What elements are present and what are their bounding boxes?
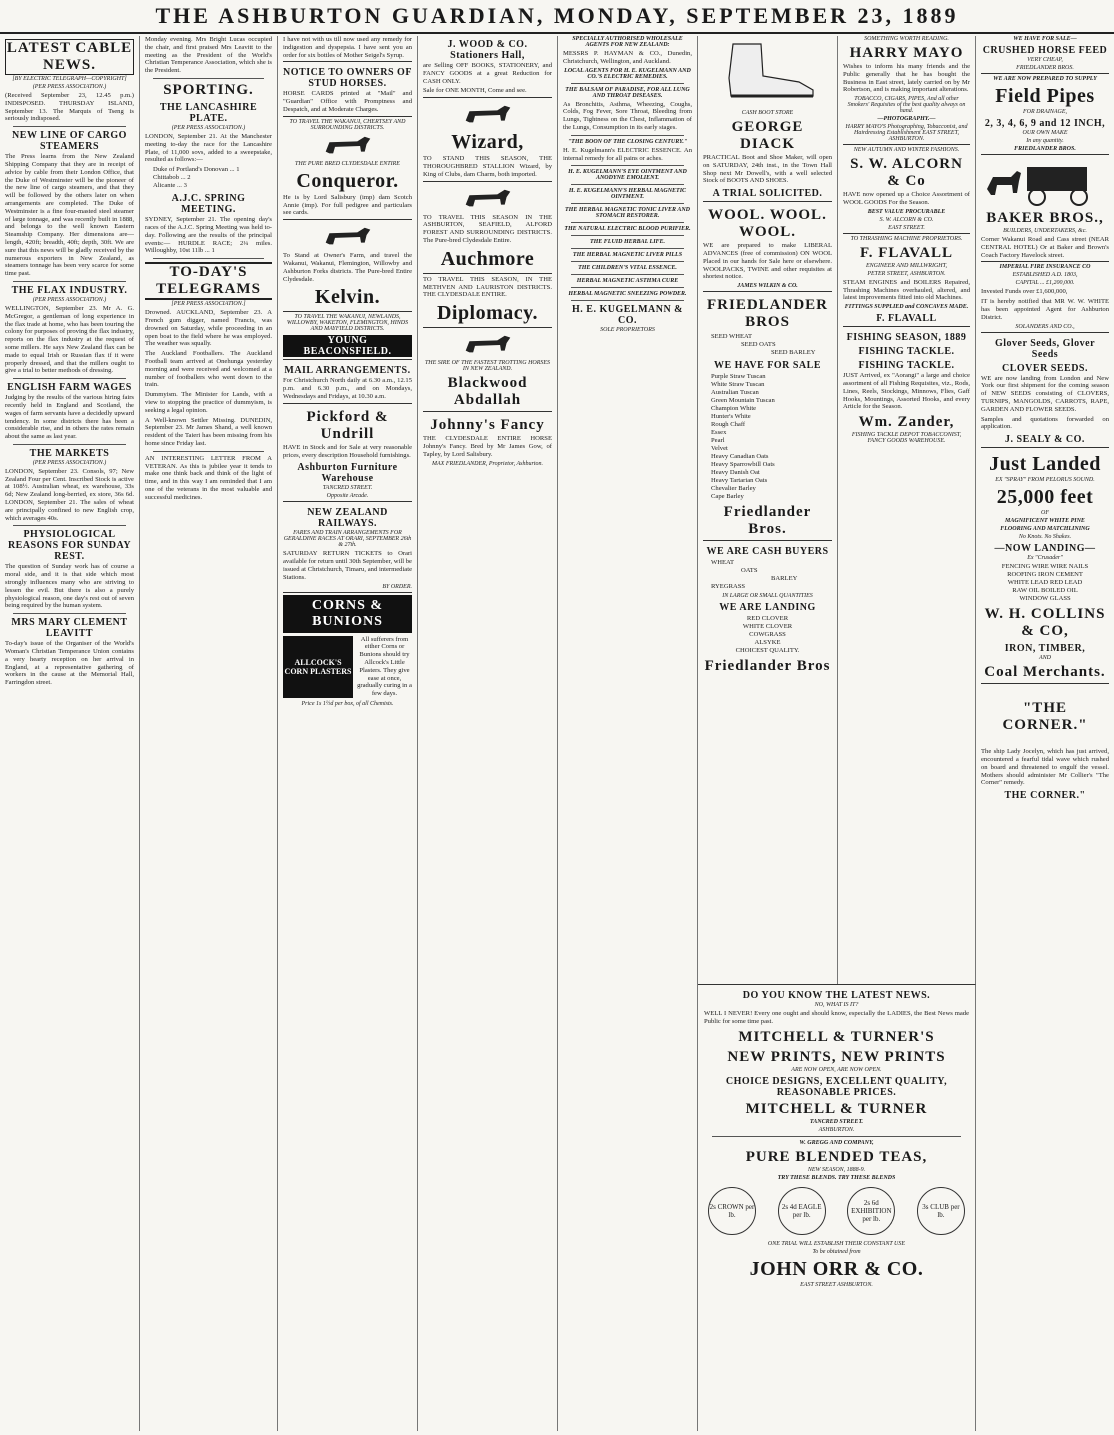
ad-imperial-insurance xyxy=(981,261,1109,329)
tea-blend-badge: 2s 6d EXHIBITION per lb. xyxy=(847,1187,895,1235)
ad-text: PRACTICAL Boot and Shoe Maker, will open on SATURDAY, 24th inst., in the Town Hall Shop next Mr Dowell's, with a well selected Stock of BOOTS AND SHOES. xyxy=(703,154,832,185)
press-association: (PER PRESS ASSOCIATION.) xyxy=(32,296,107,303)
article-text: AN INTERESTING LETTER FROM A VETERAN. As this is jubilee year it tends to make one think back and think of the light of time, and in this way I am reminded that I am one of the veterans in the most valuable and successful medicines. xyxy=(145,454,272,501)
list-item: WHITE CLOVER xyxy=(742,623,793,631)
horse-illustration xyxy=(460,186,516,212)
ad-heading: PURE BLENDED TEAS, xyxy=(745,1148,928,1165)
ad-subheading: OUR OWN MAKE xyxy=(1022,130,1068,136)
press-association: (PER PRESS ASSOCIATION.) xyxy=(171,124,246,131)
article-text: Judging by the results of the various hiring fairs recently held in England and Scotland, the wages of farm servants have a decidedly upward tendency. In some districts there has been a considerable rise, and in others the rates remain about the same as last year. xyxy=(5,394,134,441)
ad-subheading: OF xyxy=(1041,510,1049,517)
ad-field-pipes xyxy=(981,73,1109,152)
ad-johnnys-fancy xyxy=(423,411,552,466)
ad-heading: THE CORNER." xyxy=(1004,790,1086,802)
ad-baker-bros xyxy=(981,154,1109,259)
ad-heading: Friedlander Bros xyxy=(704,658,831,675)
horse-name: Johnny's Fancy xyxy=(430,417,545,434)
horse-name: Blackwood Abdallah xyxy=(447,375,528,409)
hearse-illustration xyxy=(981,159,1114,207)
headline-cable-news: LATEST CABLE NEWS. xyxy=(6,40,133,73)
ad-subheading: FISHING TACKLE DEPOT TOBACCONIST, FANCY GOODS WAREHOUSE. xyxy=(851,432,962,445)
column-3 xyxy=(278,36,418,1431)
ad-wool xyxy=(703,201,832,289)
ad-text: As Bronchitis, Asthma, Wheezing, Coughs, Colds, Fog Fever, Sore Throat, Bleeding from Lungs, Tightness on the Chest, Inflammation of the Lungs, Consumption in its early stages. xyxy=(563,100,692,131)
headline-markets: THE MARKETS xyxy=(29,447,110,459)
ad-subheading: —PHOTOGRAPHY.— xyxy=(877,116,936,123)
ad-heading: THE FLUID HERBAL LIFE. xyxy=(589,239,666,246)
ad-subheading: NO, WHAT IS IT? xyxy=(814,1002,859,1008)
plaster-box: ALLCOCK'S CORN PLASTERS xyxy=(283,636,353,698)
ad-subheading: SOMETHING WORTH READING. xyxy=(864,36,949,42)
ad-wizard xyxy=(423,97,552,178)
ad-text: WE are prepared to make LIBERAL ADVANCES (free of commission) ON WOOL Placed in our hands for Sale here or elsewhere. WOOLPACKS, TWINE and other requisites at shortest notice. xyxy=(703,242,832,281)
ad-heading: 2, 3, 4, 6, 9 and 12 INCH, xyxy=(984,118,1106,129)
list-item: Chevalier Barley xyxy=(711,485,756,493)
article-text: (Received September 23, 12.45 p.m.) INDISPOSED. THURSDAY ISLAND, September 13. The Marquis of Tseng is seriously indisposed. xyxy=(5,92,134,123)
ad-heading: 25,000 feet xyxy=(996,486,1094,509)
ad-text: Corner Wakanui Road and Cass street (NEAR CENTRAL HOTEL) Or at Baker and Brown's Coach Factory Havelock street. xyxy=(981,236,1109,259)
press-association: (PER PRESS ASSOCIATION.) xyxy=(32,459,107,466)
list-item: Heavy Tartarian Oats xyxy=(711,477,768,485)
ad-corns-bunions xyxy=(283,592,412,707)
list-item: COWGRASS xyxy=(749,631,786,639)
ad-signature: MAX FRIEDLANDER, Proprietor, Ashburton. xyxy=(432,460,543,467)
ad-heading: MITCHELL & TURNER xyxy=(745,1100,928,1117)
ad-heading: "THE BOON OF THE CLOSING CENTURY." xyxy=(567,138,688,145)
ad-heading: CLOVER SEEDS. xyxy=(1002,362,1088,374)
ad-footer: Price 1s 1½d per box, of all Chemists. xyxy=(301,700,394,707)
ad-subheading: FRIEDLANDER BROS. xyxy=(1016,65,1074,71)
ad-heading: NEW ZEALAND RAILWAYS. xyxy=(307,507,388,530)
ad-just-landed xyxy=(981,447,1109,681)
mail-arrangements xyxy=(283,359,412,400)
ad-heading: "THE CORNER." xyxy=(1002,700,1088,734)
headline-ajc-meeting: A.J.C. SPRING MEETING. xyxy=(171,193,246,216)
ad-subheading: SOLE PROPRIETORS xyxy=(600,327,655,334)
ad-subheading: WE HAVE FOR SALE— xyxy=(1013,36,1077,42)
headline-flax-industry: THE FLAX INDUSTRY. xyxy=(11,284,128,296)
horse-name: Auchmore xyxy=(440,247,535,270)
article-text: Dummyism. The Minister for Lands, with a view to stopping the practice of dummyism, is seeking a legal opinion. xyxy=(145,391,272,414)
ad-heading: F. FLAVALL xyxy=(859,244,954,261)
list-item: OATS xyxy=(741,567,758,575)
goods-list xyxy=(989,563,1101,603)
list-item: WHEAT xyxy=(711,559,735,567)
article-text: I have not with us till now used any remedy for indigestion and dyspepsia. I have sent you an order for six bottles of Mother Seigel's Syrup. xyxy=(283,36,412,59)
ad-subheading: VERY CHEAP, xyxy=(1027,57,1063,63)
list-item: ALSYKE xyxy=(754,639,781,647)
ad-text: WE are now landing from London and New York our first shipment for the coming season of NEW SEEDS consisting of CLOVERS, TURNIPS, MANGOLDS, CARROTS, RAPE, GARDEN AND FLOWER SEEDS. xyxy=(981,374,1109,413)
column-4 xyxy=(418,36,558,1431)
ad-heading: NEW PRINTS, NEW PRINTS xyxy=(727,1048,946,1065)
ad-blackwood xyxy=(423,327,552,409)
ad-text: WELL I NEVER! Every one ought and should know, especially the LADIES, the Best News made Public for some time past. xyxy=(704,1010,969,1025)
ad-text: He is by Lord Salisbury (imp) dam Scotch Annie (imp). For full pedigree and particulars see cards. xyxy=(283,193,412,217)
list-item: Velvet xyxy=(711,445,728,453)
ad-heading: WE ARE LANDING xyxy=(719,602,816,614)
list-item: Australian Tuscan xyxy=(711,389,759,397)
ad-heading: F. FLAVALL xyxy=(876,313,937,325)
ad-heading: HERBAL MAGNETIC SNEEZING POWDER. xyxy=(568,291,687,298)
ad-clover-seeds xyxy=(981,332,1109,446)
article-text: A Well-known Settler Missing. DUNEDIN, September 23. Mr James Shand, a well known resident of the Taieri has been missing from his home since Friday last. xyxy=(145,416,272,447)
ad-heading: JOHN ORR & CO. xyxy=(749,1257,924,1280)
ad-young-beaconsfield xyxy=(283,311,412,357)
list-item: Purple Straw Tuscan xyxy=(711,373,766,381)
ad-subheading: TANCRED STREET. xyxy=(322,485,373,492)
list-item: WHITE LEAD RED LEAD xyxy=(1007,579,1083,587)
list-item: RAW OIL BOILED OIL xyxy=(1012,587,1078,595)
headline-sunday-rest: PHYSIOLOGICAL REASONS FOR SUNDAY REST. xyxy=(7,529,132,563)
ad-heading: H. E. KUGELMANN & CO. xyxy=(572,304,683,327)
ad-subheading: To be obtained from xyxy=(812,1248,861,1255)
boot-illustration xyxy=(713,38,823,108)
ad-subheading: ONE TRIAL WILL ESTABLISH THEIR CONSTANT USE xyxy=(767,1240,906,1247)
list-item: Champion White xyxy=(711,405,757,413)
column-2 xyxy=(140,36,278,1431)
ad-heading: LOCAL AGENTS FOR H. E. KUGELMANN AND CO.'S ELECTRIC REMEDIES. xyxy=(564,67,691,80)
list-item: Pearl xyxy=(711,437,725,445)
ad-text: The ship Lady Jocelyn, which has just arrived, encountered a fearful tidal wave which rushed on board and threatened to engulf the vessel. Mothers should administer Mr Collier's "The Corner" remedy. xyxy=(981,748,1109,787)
masthead xyxy=(0,0,1114,34)
ad-text: HORSE CARDS printed at "Mail" and "Guardian" Office with Promptness and Despatch, and at Moderate Charges. xyxy=(283,90,412,113)
ad-heading: MAIL ARRANGEMENTS. xyxy=(284,365,411,377)
ad-signature: JAMES WILKIN & CO. xyxy=(737,283,798,290)
seed-list xyxy=(711,373,824,501)
race-result: Chittabob ... 2 xyxy=(153,174,191,182)
ad-text: are Selling OFF BOOKS, STATIONERY, and FANCY GOODS at a great Reduction for CASH ONLY. xyxy=(423,62,552,85)
ad-heading: A TRIAL SOLICITED. xyxy=(712,188,823,200)
horse-illustration xyxy=(320,133,376,159)
list-item: Heavy Sparrowbill Oats xyxy=(711,461,775,469)
ad-text: Wishes to inform his many friends and the Public generally that he has bought the Business in East street, lately carried on by Mr Robertson, and is making important alterations. xyxy=(843,63,970,94)
ad-heading: BAKER BROS., xyxy=(986,210,1104,226)
race-result: Duke of Portland's Donovan ... 1 xyxy=(153,166,240,174)
tea-blend-badge: 2s CROWN per lb. xyxy=(708,1187,756,1235)
list-item: Green Mountain Tuscan xyxy=(711,397,775,405)
ad-text: For Christchurch North daily at 6.30 a.m., 12.15 p.m. and 6.30 p.m., and on Mondays, Wednesdays and Fridays, at 10.30 a.m. xyxy=(283,377,412,400)
headline-mrs-leavitt: MRS MARY CLEMENT LEAVITT xyxy=(11,617,128,640)
ad-heading: FISHING TACKLE. xyxy=(858,360,955,372)
ad-heading: WE HAVE FOR SALE xyxy=(713,360,821,372)
horse-illustration xyxy=(460,102,516,128)
ad-subheading: BUILDERS, UNDERTAKERS, &c. xyxy=(1003,228,1087,234)
ad-subheading: No Knots. No Shakes. xyxy=(1018,534,1072,541)
ad-subheading: WE ARE NOW PREPARED TO SUPPLY xyxy=(993,76,1097,82)
list-item: WINDOW GLASS xyxy=(1019,595,1071,603)
race-results xyxy=(153,166,264,190)
ad-heading: MITCHELL & TURNER'S xyxy=(738,1028,935,1045)
ad-heading: H. E. KUGELMANN'S HERBAL MAGNETIC OINTMENT. xyxy=(568,188,687,201)
article-text: The Auckland Footballers. The Auckland Football team arrived at Onehunga yesterday morning and were received and welcomed at a number of footballers who went down to the train. xyxy=(145,350,272,389)
ad-heading: FISHING SEASON, 1889 xyxy=(846,332,967,344)
ad-text: Invested Funds over £1,600,000, xyxy=(981,288,1068,296)
ad-subheading: EAST STREET ASHBURTON. xyxy=(800,1281,873,1288)
ad-heading: FISHING TACKLE. xyxy=(858,346,955,358)
ad-subheading: ARE NOW OPEN, ARE NOW OPEN. xyxy=(791,1066,882,1073)
ad-subheading: ENGINEER AND MILLWRIGHT, xyxy=(865,262,948,269)
article-text: SYDNEY, September 21. The opening day's races of the A.J.C. Spring Meeting was held to-day. Following are the results of the principal events:— HURDLE RACE; 2¼ miles. Willoughby, 10st 11lb ... 1 xyxy=(145,216,272,255)
ad-friedlander-seeds xyxy=(703,291,832,538)
ad-signature: BY ORDER. xyxy=(382,583,412,590)
article-text: The question of Sunday work has of course a moral side, and it is that side which most strongly influences many who are striving to lessen the evil. But there is also a purely physiological reason, one day's rest out of seven being required by the human system. xyxy=(5,563,134,610)
ad-diplomacy xyxy=(423,273,552,325)
tea-blend-badge: 2s 4d EAGLE per lb. xyxy=(778,1187,826,1235)
list-item: ROOFING IRON CEMENT xyxy=(1007,571,1083,579)
ad-heading: Coal Merchants. xyxy=(984,664,1106,681)
ad-stud-horses xyxy=(283,61,412,113)
ad-subheading: FARES AND TRAIN ARRANGEMENTS FOR GERALDINE RACES AT ORARI, SEPTEMBER 26th & 27th. xyxy=(283,530,412,549)
ad-heading: Ashburton Furniture Warehouse xyxy=(297,462,398,485)
ad-subheading: NEW AUTUMN AND WINTER FASHIONS. xyxy=(853,147,960,154)
ad-subheading: IMPERIAL FIRE INSURANCE CO xyxy=(999,264,1091,271)
ad-heading: Pickford & Undrill xyxy=(306,408,389,442)
ad-heading: Friedlander Bros. xyxy=(723,504,812,538)
ad-subheading: Opposite Arcade. xyxy=(326,493,369,500)
ad-heading: J. WOOD & CO. Stationers Hall, xyxy=(447,39,528,61)
ad-subheading: W. GREGG AND COMPANY, xyxy=(799,1139,874,1146)
seed-item: SEED OATS xyxy=(741,341,776,349)
ad-subheading: TANCRED STREET. xyxy=(809,1118,864,1125)
headline-lancashire-plate: THE LANCASHIRE PLATE. xyxy=(159,101,258,124)
ad-flavall xyxy=(843,233,970,324)
ad-heading: THE HERBAL MAGNETIC LIVER PILLS xyxy=(572,252,683,259)
ad-subheading: FRIEDLANDER BROS. xyxy=(1014,146,1076,152)
ad-text: HAVE now opened up a Choice Assortment of WOOL GOODS For the Season. xyxy=(843,191,970,206)
ad-text: TO TRAVEL THIS SEASON, IN THE METHVEN AND LAURISTON DISTRICTS. THE CLYDESDALE ENTIRE. xyxy=(423,275,552,299)
column-8 xyxy=(976,36,1114,1431)
ad-heading: —NOW LANDING— xyxy=(994,543,1096,555)
ad-subheading: TOBACCO, CIGARS, PIPES, And all other Smokers' Requisites of the best quality always on hand. xyxy=(847,96,966,115)
ad-text: MESSRS P. HAYMAN & CO., Dunedin, Christchurch, Wellington, and Auckland. xyxy=(563,50,692,65)
ad-heading: Wm. Zander, xyxy=(858,414,955,431)
list-item: BARLEY xyxy=(771,575,798,583)
column-1 xyxy=(0,36,140,1431)
ad-heading: THE BALSAM OF PARADISE, FOR ALL LUNG AND THROAT DISEASES. xyxy=(565,86,690,99)
ad-text: SATURDAY RETURN TICKETS to Orari available for return until 30th September, will be issued at Christchurch, Timaru, and intermediate Stations. xyxy=(283,550,412,581)
ad-subheading: THE PURE BRED CLYDESDALE ENTIRE xyxy=(295,160,400,167)
ad-heading: GEORGE DIACK xyxy=(731,119,804,152)
ad-subheading: SOLANDERS AND CO., xyxy=(1015,323,1075,330)
ad-text: All sufferers from either Corns or Bunions should try Allcock's Little Plasters. They give ease at once, gradually curing in a few days. xyxy=(357,635,412,698)
ad-subheading: ASHBURTON. xyxy=(818,1126,855,1133)
list-item: RED CLOVER xyxy=(746,615,789,623)
ad-heading: DO YOU KNOW THE LATEST NEWS. xyxy=(742,990,931,1001)
ad-text: Samples and quotations forwarded on application. xyxy=(981,415,1109,431)
ad-subheading: NEW SEASON, 1888-9. xyxy=(807,1166,866,1173)
list-item: Essex xyxy=(711,429,727,437)
ad-heading: CRUSHED HORSE FEED xyxy=(982,45,1108,56)
ad-heading: THE HERBAL MAGNETIC TONIC LIVER AND STOMACH RESTORER. xyxy=(565,207,690,220)
ad-heading: WOOL. WOOL. WOOL. xyxy=(708,207,827,241)
ad-text: TO STAND THIS SEASON, THE THOROUGHBRED STALLION Wizard, by King of Clubs, dam Charm, both imported. xyxy=(423,155,552,178)
ad-subheading: CASH BOOT STORE xyxy=(741,110,794,116)
list-item: RYEGRASS xyxy=(711,583,746,591)
article-text: LONDON, September 23. Consols, 97; New Zealand Four per Cent. Inscribed Stock is active at 108½. Australian wheat, ex warehouse, 33s 6d; New Zealand long-berried, ex store, 36s 6d. LONDON, September 21. The sales of wheat are principally confined to new English crop, which averages 40s. xyxy=(5,467,134,522)
ad-subheading: EX "SPRAY" FROM PELORUS SOUND. xyxy=(995,477,1095,484)
ad-subheading: FOR DRAINAGE, xyxy=(1023,109,1067,115)
wide-ad-block xyxy=(698,984,976,1431)
article-text: To-day's issue of the Organiser of the World's Woman's Christian Temperance Union contains a very hearty reception on her arrival in England, at a representative gathering of workers in the cause at the Memorial Hall, Farringdon street. xyxy=(5,640,134,687)
ad-heading: IRON, TIMBER, xyxy=(1004,643,1086,655)
headline-sporting: SPORTING. xyxy=(163,81,254,98)
ad-text: THE CLYDESDALE ENTIRE HORSE Johnny's Fancy. Bred by Mr James Gow, of Tapley, by Lord Salisbury. xyxy=(423,435,552,458)
tea-blends xyxy=(708,1187,965,1235)
ad-subheading: HARRY MAYO'S Photographing, Tobacconist, and Hairdressing Establishment EAST STREET, ASHBURTON. xyxy=(845,124,968,143)
ad-subheading: FITTINGS SUPPLIED and CONCAVES MADE. xyxy=(844,304,969,311)
ad-heading: W. H. COLLINS & CO, xyxy=(984,606,1106,640)
ad-subheading: TO THRASHING MACHINE PROPRIETORS. xyxy=(850,235,963,242)
ad-heading: NOTICE TO OWNERS OF STUD HORSES. xyxy=(283,67,412,90)
ad-heading: WE ARE CASH BUYERS xyxy=(706,546,829,558)
ad-subheading: TO TRAVEL THE WAKANUI, NEWLANDS, WILLOWBY, WAKETON, FLEMINGTON, HINDS AND MAYFIELD DISTRICTS. xyxy=(286,314,409,333)
ad-heading: Just Landed xyxy=(989,453,1101,476)
list-item: Hunter's White xyxy=(711,413,751,421)
ad-heading: HARRY MAYO xyxy=(849,45,964,61)
ad-railways xyxy=(283,501,412,589)
ad-heading: Glover Seeds, Glover Seeds xyxy=(994,337,1096,360)
race-result: Alicante ... 3 xyxy=(153,182,187,190)
ad-text: IT is hereby notified that MR W. W. WHITE has been appointed Agent for Ashburton District. xyxy=(981,298,1109,321)
ad-text: Sale for ONE MONTH, Come and see. xyxy=(423,87,527,95)
article-text: Drowned. AUCKLAND, September 23. A French gum digger, named Francis, was drowned on Saturday, while proceeding in an open boat to the field where he was employed. The weather was squally. xyxy=(145,309,272,348)
ad-heading: THE NATURAL ELECTRIC BLOOD PURIFIER. xyxy=(564,226,691,233)
ad-subheading: FLOORING AND MATCHLINING xyxy=(1000,526,1090,533)
ad-subheading: Ex "Crusader" xyxy=(1027,555,1063,562)
headline-cargo-steamers: NEW LINE OF CARGO STEAMERS xyxy=(12,130,127,153)
ad-conqueror xyxy=(283,116,412,217)
ad-subheading: ESTABLISHED A.D. 1803, xyxy=(1012,272,1078,279)
horse-name: Kelvin. xyxy=(314,286,381,309)
seed-item: SEED WHEAT xyxy=(711,333,753,341)
ad-the-corner xyxy=(981,683,1109,801)
ad-subheading: IN LARGE OR SMALL QUANTITIES xyxy=(722,593,813,600)
list-item: White Straw Tuscan xyxy=(711,381,765,389)
horse-illustration xyxy=(320,224,376,250)
ad-cash-buyers xyxy=(703,540,832,675)
ad-subheading: TRY THESE BLENDS. TRY THESE BLENDS xyxy=(777,1174,896,1181)
list-item: Heavy Canadian Oats xyxy=(711,453,769,461)
ad-subheading: CAPITAL ... £1,200,000. xyxy=(1015,280,1075,287)
ad-subheading: PETER STREET, ASHBURTON. xyxy=(867,270,946,277)
seed-item: SEED BARLEY xyxy=(771,349,816,357)
ad-text: H. E. Kugelmann's ELECTRIC ESSENCE. An internal remedy for all pains or aches. xyxy=(563,146,692,162)
ad-heading: Field Pipes xyxy=(995,85,1095,107)
article-text: WELLINGTON, September 23. Mr A. G. McGregor, a gentleman of long experience in the flax trade at home, who has been touring the colony for purposes of proving the flax industry, reports on the flax industry at the request of some millers. He says New Zealand flax can be made to equal Irish or Russian flax if it were properly dressed, and that the millers ought to give a trial to better methods of dressing. xyxy=(5,304,134,375)
headline-telegrams: TO-DAY'S TELEGRAMS xyxy=(145,262,272,300)
ad-text: STEAM ENGINES and BOILERS Repaired, Thrashing Machines overhauled, altered, and latest improvements fitted into old Machines. xyxy=(843,278,970,302)
ad-auchmore xyxy=(423,181,552,271)
horse-illustration xyxy=(460,332,516,358)
ad-fishing xyxy=(843,326,970,444)
column-5 xyxy=(558,36,698,1431)
ad-text: TO TRAVEL THIS SEASON IN THE ASHBURTON, SEAFIELD, ALFORD FOREST AND SURROUNDING DISTRICTS. The Pure-bred Clydesdale Entire. xyxy=(423,213,552,244)
masthead-title: THE ASHBURTON GUARDIAN, MONDAY, SEPTEMBER 23, 1889 xyxy=(155,3,959,28)
ad-heading: H. E. KUGELMANN'S EYE OINTMENT AND ANODYNE EMOLIENT. xyxy=(568,169,687,182)
horse-name: Conqueror. xyxy=(296,169,399,192)
ad-text: To Stand at Owner's Farm, and travel the Wakanui, Wakanui, Flemington, Willowby and Ashburton Forks districts. The Pure-bred Entire Clydesdale. xyxy=(283,252,412,283)
ad-heading: CHOICE DESIGNS, EXCELLENT QUALITY, REASONABLE PRICES. xyxy=(725,1075,948,1098)
ad-banner: CORNS & BUNIONS xyxy=(283,595,412,633)
ad-heading: THE CHILDREN'S VITAL ESSENCE. xyxy=(578,265,677,272)
list-item: CHOICEST QUALITY. xyxy=(735,647,800,655)
press-association: (PER PRESS ASSOCIATION.) xyxy=(32,84,107,90)
ad-heading: HERBAL MAGNETIC ASTHMA CURE xyxy=(576,278,679,285)
ad-alcorn xyxy=(843,144,970,231)
article-text: The Press learns from the New Zealand Shipping Company that they are in receipt of advice by cable from their London Office, that the Duke of Westminster will be the pioneer of the new line of cargo steamers, and that they will be followed by the others later on when arrangements are completed. The Duke of Westminster is a fine four-masted steel steamer of large tonnage, and was recently built in 1888, and belongs to the well known Eastern Steamship Company. Her dimensions are—length, 420ft; breadth, 40ft; depth, 30ft. We are sure that this news will be gladly received by the numerous exporters in New Zealand, as steamers tonnage has been very scarce for some time past. xyxy=(5,153,134,278)
ad-subheading: EAST STREET. xyxy=(888,224,925,231)
ad-subheading: AND xyxy=(1039,655,1051,662)
ad-kelvin xyxy=(283,219,412,309)
ad-heading: S. W. ALCORN & Co xyxy=(850,156,963,190)
horse-name: Wizard, xyxy=(451,131,524,154)
press-association: [PER PRESS ASSOCIATION.] xyxy=(171,301,246,308)
ad-subheading: TO TRAVEL THE WAKANUI, CHERTSEY AND SURROUNDING DISTRICTS. xyxy=(289,118,406,131)
list-item: Rough Chaff xyxy=(711,421,746,429)
ad-subheading: MAGNIFICENT WHITE PINE xyxy=(1005,518,1085,525)
horse-name: Diplomacy. xyxy=(436,302,539,325)
ad-subheading: S. W. ALCORN & CO. xyxy=(879,216,934,223)
list-item: Heavy Danish Oat xyxy=(711,469,760,477)
ad-subheading: BEST VALUE PROCURABLE xyxy=(867,208,946,215)
subhead: [BY ELECTRIC TELEGRAPH—COPYRIGHT] xyxy=(12,76,127,82)
ad-heading: FRIEDLANDER BROS xyxy=(706,297,828,331)
article-text: LONDON, September 21. At the Manchester meeting to-day the race for the Lancashire Plate, of 11,000 sovs, added to a sweepstake, resulted as follows:— xyxy=(145,132,272,164)
ad-text: JUST Arrived, ex "Aorangi" a large and choice assortment of all Fishing Requisites, viz., Rods, Lines, Reels, Stockings, Minnows, Flies, Gaff Hooks, Mountings, Assorted Hooks, and every Article for the Season. xyxy=(843,372,970,411)
tea-blend-badge: 3s CLUB per lb. xyxy=(917,1187,965,1235)
ad-text: HAVE in Stock and for Sale at very reasonable prices, every description Household furnishings. xyxy=(283,443,412,459)
ad-heading: J. SEALY & CO. xyxy=(1005,434,1085,446)
horse-name: YOUNG BEACONSFIELD. xyxy=(283,335,412,357)
list-item: Cape Barley xyxy=(711,493,744,501)
ad-subheading: In any quantity. xyxy=(1026,138,1064,144)
article-text: Monday evening. Mrs Bright Lucas occupied the chair, and first praised Mrs Leavitt to the meeting as the President of the World's Christian Temperance Association, which she is the President. xyxy=(145,36,272,75)
ad-subheading: THE SIRE OF THE FASTEST TROTTING HORSES IN NEW ZEALAND. xyxy=(424,360,551,373)
headline-farm-wages: ENGLISH FARM WAGES xyxy=(7,382,132,394)
list-item: FENCING WIRE WIRE NAILS xyxy=(1001,563,1089,571)
ad-pickford-undrill xyxy=(283,403,412,500)
ad-heading: SPECIALLY AUTHORISED WHOLESALE AGENTS FOR NEW ZEALAND: xyxy=(572,36,683,48)
